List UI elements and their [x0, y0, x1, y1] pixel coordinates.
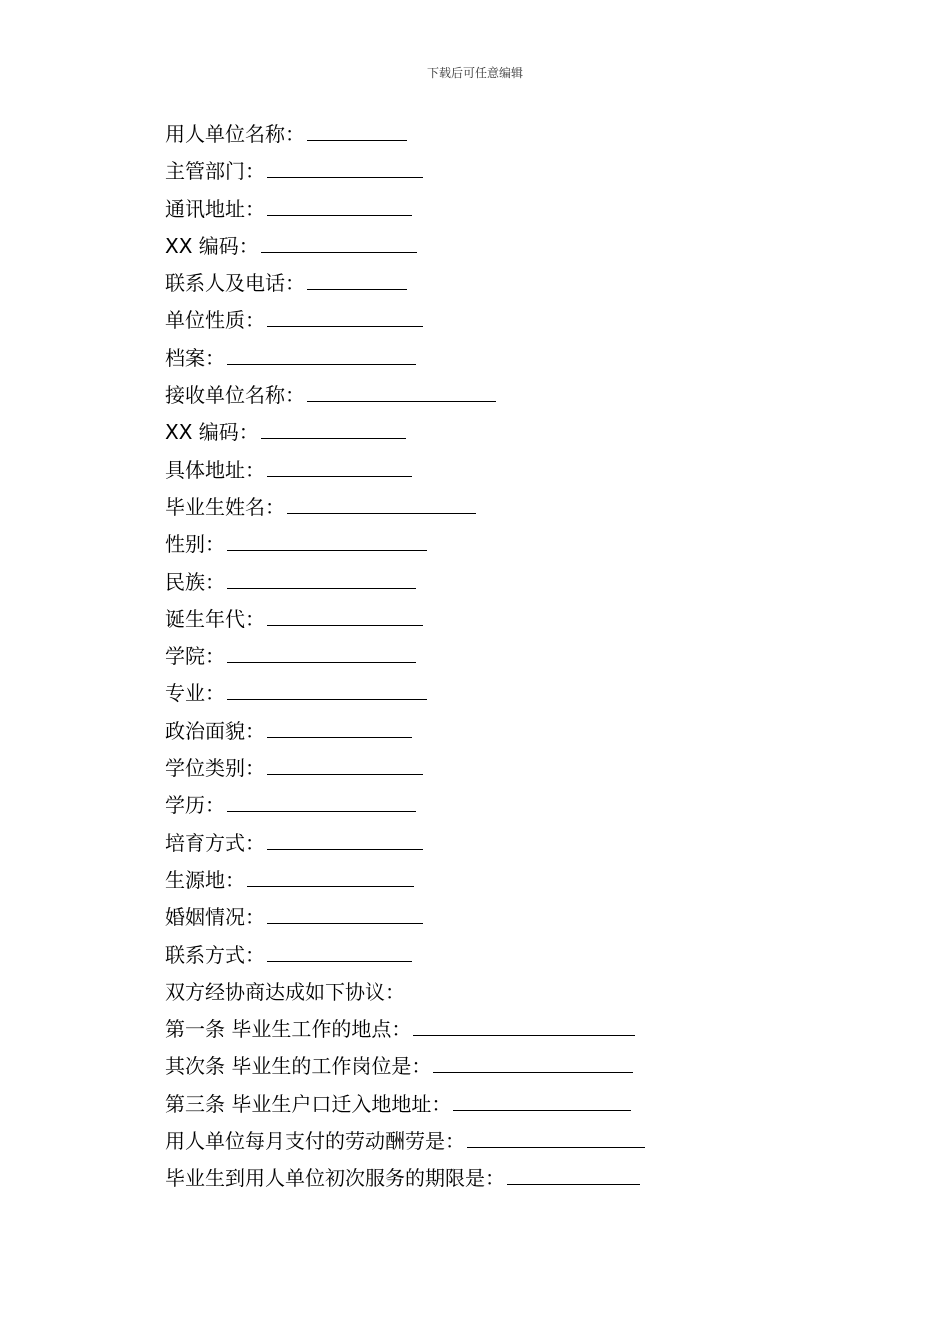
- form-line: [165, 675, 885, 712]
- form-line: [165, 713, 885, 750]
- form-line: [165, 265, 885, 302]
- form-line: [165, 601, 885, 638]
- fill-in-blank: [267, 829, 423, 850]
- fill-in-blank: [267, 605, 423, 626]
- form-line: [165, 153, 885, 190]
- form-line: [165, 862, 885, 899]
- fill-in-blank: [227, 791, 416, 812]
- form-line-label: 生源地：: [165, 867, 245, 892]
- fill-in-blank: [433, 1052, 633, 1073]
- form-line-label: 学位类别：: [165, 756, 265, 781]
- form-line-label: 双方经协商达成如下协议：: [165, 979, 405, 1004]
- form-line-label: 性别：: [165, 532, 225, 557]
- form-line: [165, 377, 885, 414]
- fill-in-blank: [267, 717, 412, 738]
- form-line: [165, 302, 885, 339]
- form-line: [165, 937, 885, 974]
- form-line-label: 用人单位名称：: [165, 122, 305, 146]
- form-line: [165, 191, 885, 228]
- form-line: [165, 489, 885, 526]
- form-line-label: 专业：: [165, 681, 225, 706]
- form-line: [165, 116, 885, 153]
- form-line-label: 联系方式：: [165, 942, 265, 967]
- form-line: [165, 414, 885, 451]
- form-line-label: 毕业生到用人单位初次服务的期限是：: [165, 1166, 505, 1191]
- form-line-label: 用人单位每月支付的劳动酬劳是：: [165, 1129, 465, 1154]
- form-line: [165, 1123, 885, 1160]
- form-line: [165, 564, 885, 601]
- form-line-label: 婚姻情况：: [165, 905, 265, 930]
- fill-in-blank: [227, 568, 416, 589]
- fill-in-blank: [247, 866, 414, 887]
- form-line-label: 主管部门：: [165, 159, 265, 184]
- fill-in-blank: [227, 642, 416, 663]
- fill-in-blank: [267, 195, 412, 216]
- form-line-label: 学历：: [165, 793, 225, 818]
- fill-in-blank: [307, 269, 407, 290]
- form-line: [165, 1048, 885, 1085]
- form-line-label: 第一条 毕业生工作的地点：: [165, 1017, 412, 1042]
- fill-in-blank: [267, 157, 423, 178]
- page-header: 下载后可任意编辑: [426, 66, 523, 80]
- form-line-label: 通讯地址：: [165, 196, 265, 221]
- form-line: [165, 1011, 885, 1048]
- form-line-label: 第三条 毕业生户口迁入地地址：: [165, 1091, 452, 1116]
- fill-in-blank: [267, 903, 423, 924]
- form-line-label: XX 编码：: [165, 420, 259, 445]
- form-line-label: 毕业生姓名：: [165, 494, 285, 519]
- form-line: [165, 228, 885, 265]
- form-line-label: 学院：: [165, 644, 225, 669]
- fill-in-blank: [227, 679, 427, 700]
- form-line: [165, 526, 885, 563]
- form-line: [165, 899, 885, 936]
- form-line: [165, 340, 885, 377]
- form-line: [165, 1086, 885, 1123]
- form-line-label: 联系人及电话：: [165, 271, 305, 296]
- fill-in-blank: [267, 306, 423, 327]
- form-line: [165, 638, 885, 675]
- fill-in-blank: [267, 754, 423, 775]
- form-line-label: 具体地址：: [165, 457, 265, 482]
- form-line: [165, 750, 885, 787]
- fill-in-blank: [287, 493, 476, 514]
- form-line-label: 单位性质：: [165, 308, 265, 333]
- fill-in-blank: [413, 1015, 635, 1036]
- form-line: [165, 825, 885, 862]
- form-line: [165, 452, 885, 489]
- form-line-label: 培育方式：: [165, 830, 265, 855]
- form-line-label: 民族：: [165, 569, 225, 594]
- fill-in-blank: [261, 232, 417, 253]
- form-line-label: 档案：: [165, 345, 225, 370]
- fill-in-blank: [307, 120, 407, 141]
- fill-in-blank: [507, 1164, 640, 1185]
- form-line-label: XX 编码：: [165, 233, 259, 258]
- form-line: [165, 974, 885, 1011]
- form-line: [165, 787, 885, 824]
- fill-in-blank: [227, 530, 427, 551]
- fill-in-blank: [267, 941, 412, 962]
- form-line-label: 政治面貌：: [165, 718, 265, 743]
- fill-in-blank: [267, 456, 412, 477]
- fill-in-blank: [307, 381, 496, 402]
- form-lines: [165, 116, 885, 1198]
- fill-in-blank: [227, 344, 416, 365]
- fill-in-blank: [261, 418, 406, 439]
- form-line-label: 其次条 毕业生的工作岗位是：: [165, 1054, 432, 1079]
- form-line-label: 接收单位名称：: [165, 383, 305, 408]
- fill-in-blank: [453, 1090, 631, 1111]
- form-line-label: 诞生年代：: [165, 606, 265, 631]
- fill-in-blank: [467, 1127, 645, 1148]
- form-line: [165, 1160, 885, 1197]
